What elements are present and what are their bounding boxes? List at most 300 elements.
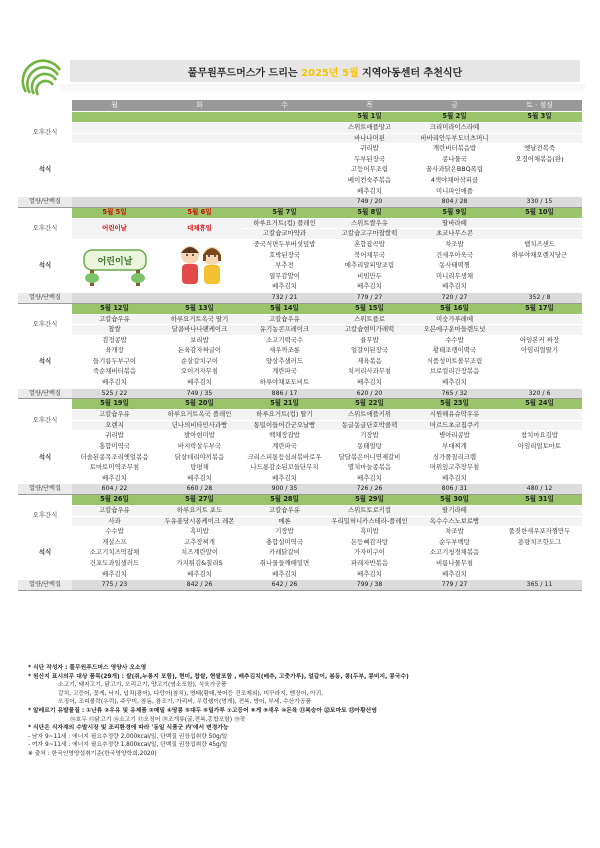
col-sat: 토 · 점심: [497, 100, 582, 112]
date-tue: [157, 112, 242, 123]
energy-tue: 842 / 26: [157, 580, 242, 591]
meal-item: 제육볶음: [327, 356, 412, 367]
meal-label: 석식: [18, 335, 72, 388]
meal-item: 홍합미역국: [72, 442, 157, 453]
energy-mon: 775 / 23: [72, 580, 157, 591]
meal-item: 돈육감자짜글이: [157, 346, 242, 357]
page-title: 풀무원푸드머스가 드리는 2025년 5월 지역아동센터 추천식단: [187, 68, 463, 79]
meal-item: 두부된장국: [327, 154, 412, 165]
energy-wed: 900 / 35: [242, 484, 327, 495]
meal-item: [72, 144, 157, 155]
energy-row: [18, 484, 582, 495]
snack-item: 오렌지: [72, 420, 157, 431]
snack-item: 하루요거트옥국 딸기: [157, 314, 242, 325]
meal-row: [18, 452, 582, 463]
meal-item: [497, 282, 582, 293]
meal-item: 머위잎고추장무침: [412, 463, 497, 474]
energy-sat: 320 / 6: [497, 388, 582, 399]
snack-item: 고칼슘우유: [72, 314, 157, 325]
snack-item: [497, 314, 582, 325]
snack-label: 오후간식: [18, 123, 72, 144]
meal-item: [497, 271, 582, 282]
energy-fri: 720 / 27: [412, 292, 497, 303]
meal-item: 순두부백탕: [412, 537, 497, 548]
meal-item: 더솔된콩목조리옛얼볶음: [72, 452, 157, 463]
meal-row: [18, 356, 582, 367]
date-fri: 5월 2일: [412, 112, 497, 123]
snack-item: [497, 506, 582, 517]
meal-item: 동태얼탕: [327, 442, 412, 453]
meal-item: 건새우아욱국: [412, 250, 497, 261]
holiday-mon: 어린이날: [72, 218, 157, 239]
notes: [28, 664, 588, 759]
snack-item: 하루요거트옥국 플레인: [157, 410, 242, 421]
meal-row: [18, 346, 582, 357]
snack-item: 딸기라떼: [412, 506, 497, 517]
meal-item: 가자미구이: [327, 548, 412, 559]
meal-item: 바지락살두부국: [157, 442, 242, 453]
meal-item: [497, 356, 582, 367]
date-wed: [242, 112, 327, 123]
meal-item: 수수밥: [412, 335, 497, 346]
snack-row: [18, 506, 582, 517]
meal-item: 배추김치: [242, 569, 327, 580]
meal-item: 하루야채포도비트: [242, 378, 327, 389]
meal-item: 계란파국: [242, 442, 327, 453]
energy-fri: 765 / 32: [412, 388, 497, 399]
energy-thu: 779 / 27: [327, 292, 412, 303]
meal-item: 하루야채오렌지당근: [497, 250, 582, 261]
meal-item: 배추김치: [327, 186, 412, 197]
meal-item: 기장밥: [242, 527, 327, 538]
snack-item: 딸바라떼: [412, 218, 497, 229]
meal-item: 배추김치: [412, 378, 497, 389]
meal-item: 취나물들깨떼밀면: [242, 558, 327, 569]
meal-item: 미니파인애플: [412, 186, 497, 197]
snack-item: [497, 325, 582, 336]
meal-item: 고등어무조림: [327, 165, 412, 176]
meal-item: [242, 144, 327, 155]
meal-item: [242, 154, 327, 165]
meal-row: [18, 144, 582, 155]
date-sat: 5월 10일: [497, 207, 582, 218]
date-fri: 5월 16일: [412, 303, 497, 314]
meal-item: 오이겨자무침: [157, 367, 242, 378]
meal-item: 열무감말이: [242, 271, 327, 282]
date-tue: 5월 20일: [157, 399, 242, 410]
snack-label: 오후간식: [18, 218, 72, 239]
meal-item: 육개장: [72, 346, 157, 357]
note-line: ※ 출처 : 한국인영양섭취기준(한국영양학회,2020): [28, 750, 157, 757]
meal-item: 북어채무국: [327, 250, 412, 261]
meal-item: 배추김치: [412, 282, 497, 293]
energy-label: 열량/단백질: [18, 484, 72, 495]
energy-sat: 365 / 11: [497, 580, 582, 591]
energy-label: 열량/단백질: [18, 292, 72, 303]
snack-item: [242, 123, 327, 134]
energy-tue: [157, 197, 242, 208]
snack-item: 바바리안두부도너츠머니: [412, 133, 497, 144]
meal-item: 배추김치: [157, 569, 242, 580]
snack-item: 하루요거트(컵) 플레인: [242, 218, 327, 229]
meal-item: 중국식면두부버섯덮밥: [242, 239, 327, 250]
snack-label: 오후간식: [18, 314, 72, 335]
meal-item: 멸치마늘종볶음: [327, 463, 412, 474]
snack-item: 동글동글단호박쿨팩: [327, 420, 412, 431]
date-wed: 5월 7일: [242, 207, 327, 218]
meal-item: 배추김치: [412, 473, 497, 484]
meal-item: 4색야채아삭피클: [412, 175, 497, 186]
snack-row: [18, 410, 582, 421]
meal-item: 치커리사과무침: [327, 367, 412, 378]
meal-item: 미니리무생채: [412, 271, 497, 282]
meal-item: [497, 165, 582, 176]
energy-thu: 749 / 20: [327, 197, 412, 208]
snack-item: [157, 133, 242, 144]
meal-item: 콩나물국: [412, 154, 497, 165]
meal-row: [18, 431, 582, 442]
col-tue: 화: [157, 100, 242, 112]
meal-row: [18, 335, 582, 346]
note-line: ⑭호두 ⑮닭고기 ⑯소고기 ⑰오징어 ⑱조개류(굴,전복,홍합포함) ⑲잣: [70, 716, 246, 723]
meal-item: 배추김치: [327, 282, 412, 293]
date-tue: 5월 27일: [157, 495, 242, 506]
snack-item: [497, 516, 582, 527]
meal-item: 검정콩밥: [72, 335, 157, 346]
snack-item: 스위트애플망고: [327, 123, 412, 134]
snack-item: 크리미라이스라떼: [412, 123, 497, 134]
snack-item: 달콤바나나팬케이크: [157, 325, 242, 336]
meal-item: [497, 452, 582, 463]
meal-item: 흑미밥: [157, 527, 242, 538]
snack-item: [497, 229, 582, 240]
meal-item: [242, 186, 327, 197]
meal-item: [242, 175, 327, 186]
energy-wed: 732 / 21: [242, 292, 327, 303]
meal-item: 배추김치: [72, 473, 157, 484]
date-row: [18, 207, 582, 218]
snack-item: 스위트플로: [327, 314, 412, 325]
energy-row: [18, 580, 582, 591]
meal-item: 차조밥: [412, 527, 497, 538]
meal-item: 보리밥: [157, 335, 242, 346]
meal-row: [18, 175, 582, 186]
meal-item: 소고기치즈먹잡채: [72, 548, 157, 559]
meal-item: 차조밥: [412, 239, 497, 250]
meal-item: 새우까조롱: [242, 346, 327, 357]
svg-text:어린이날: 어린이날: [97, 256, 132, 267]
meal-item: 용량치즈핫도그: [497, 537, 582, 548]
date-thu: 5월 8일: [327, 207, 412, 218]
snack-item: 머르드초코칩쿠키: [412, 420, 497, 431]
snack-item: 통밀이들어간군오날빵: [242, 420, 327, 431]
meal-item: 배추김치: [157, 378, 242, 389]
meal-item: 얼갈이된장국: [327, 346, 412, 357]
meal-row: [18, 378, 582, 389]
meal-item: 고추장찌개: [157, 537, 242, 548]
meal-row: [18, 367, 582, 378]
snack-item: [497, 410, 582, 421]
meal-item: 순살갈치구이: [157, 356, 242, 367]
meal-item: 배추김치: [242, 282, 327, 293]
date-row: [18, 399, 582, 410]
date-fri: 5월 9일: [412, 207, 497, 218]
meal-item: 혼합잡곡밥: [327, 239, 412, 250]
snack-item: 스위트토로키컬: [327, 506, 412, 517]
meal-item: 들기름두부구이: [72, 356, 157, 367]
energy-sat: 352 / 8: [497, 292, 582, 303]
snack-item: 찹쌀: [72, 325, 157, 336]
meal-item: 양상추샐러드: [242, 356, 327, 367]
meal-item: 아임본커 짜장: [497, 335, 582, 346]
energy-label: 열량/단백질: [18, 388, 72, 399]
note-line: * 식단은 식자재의 수발시장 및 조리환경에 따라 '동일 식품군 内'에서 변경가능: [28, 725, 229, 732]
meal-row: [18, 239, 582, 250]
meal-item: 베이컨숙주볶음: [327, 175, 412, 186]
meal-row: [18, 537, 582, 548]
snack-item: 하루요거트 포도: [157, 506, 242, 517]
snack-item: 초코나무스콘: [412, 229, 497, 240]
note-line: - 여자 9~11세 : 에너지 필요추정량 1,800kcal/일, 단백질 권장섭취량 45g/일: [28, 742, 228, 749]
meal-item: [72, 175, 157, 186]
energy-fri: 779 / 27: [412, 580, 497, 591]
meal-row: [18, 442, 582, 453]
meal-label: 석식: [18, 144, 72, 197]
snack-label: 오후간식: [18, 410, 72, 431]
title-month: 2025년 5월: [301, 68, 359, 79]
meal-item: 크리스피통등심쇠볶바로우: [242, 452, 327, 463]
date-fri: 5월 30일: [412, 495, 497, 506]
meal-item: 닭살데리야끼볶음: [157, 452, 242, 463]
date-thu: 5월 22일: [327, 399, 412, 410]
meal-item: [157, 175, 242, 186]
energy-wed: 886 / 17: [242, 388, 327, 399]
energy-label: 열량/단백질: [18, 197, 72, 208]
snack-row: [18, 123, 582, 134]
meal-item: [157, 165, 242, 176]
date-mon: 5월 26일: [72, 495, 157, 506]
energy-mon: 525 / 22: [72, 388, 157, 399]
date-sat: 5월 3일: [497, 112, 582, 123]
holiday-tue: 대체휴일: [157, 218, 242, 239]
meal-row: [18, 165, 582, 176]
note-line: 소고기, 돼지고기, 닭고기, 오리고기, 양고기(염소포함), 식육가공품: [58, 682, 227, 689]
snack-item: 년나의비타민사과빵: [157, 420, 242, 431]
meal-item: 메추리알피망조림: [327, 261, 412, 272]
meal-item: [157, 144, 242, 155]
meal-item: 싱가폴칠리크랩: [412, 452, 497, 463]
meal-item: 귀리밥: [72, 431, 157, 442]
date-sat: 5월 17일: [497, 303, 582, 314]
date-wed: 5월 21일: [242, 399, 327, 410]
date-wed: 5월 28일: [242, 495, 327, 506]
meal-row: [18, 463, 582, 474]
meal-item: 율무밥: [327, 335, 412, 346]
snack-item: 바나나머핀: [327, 133, 412, 144]
snack-item: [72, 123, 157, 134]
snack-item: 고칼슘우유: [72, 506, 157, 517]
energy-row: [18, 197, 582, 208]
date-mon: 5월 12일: [72, 303, 157, 314]
snack-item: 고칼슘고구마찹쌀떡: [327, 229, 412, 240]
meal-item: [497, 463, 582, 474]
date-row: [18, 303, 582, 314]
meal-item: 비름나물무침: [412, 558, 497, 569]
energy-sat: 330 / 15: [497, 197, 582, 208]
meal-item: [497, 378, 582, 389]
meal-item: 병아리콩밥: [412, 431, 497, 442]
snack-item: 우리밀허니카스테라-플레인: [327, 516, 412, 527]
snack-row: [18, 516, 582, 527]
snack-item: 사과: [72, 516, 157, 527]
meal-item: 충합설미역국: [242, 537, 327, 548]
date-mon: 5월 5일: [72, 207, 157, 218]
date-sat: 5월 31일: [497, 495, 582, 506]
snack-item: 고칼슘우유: [242, 506, 327, 517]
date-mon: 5월 19일: [72, 399, 157, 410]
energy-tue: [157, 292, 242, 303]
date-thu: 5월 1일: [327, 112, 412, 123]
energy-mon: 604 / 22: [72, 484, 157, 495]
date-sat: 5월 24일: [497, 399, 582, 410]
meal-item: 배추김치: [327, 378, 412, 389]
energy-fri: 806 / 31: [412, 484, 497, 495]
col-thu: 목: [327, 100, 412, 112]
meal-item: 수수밥: [72, 527, 157, 538]
meal-item: 배추김치: [327, 473, 412, 484]
meal-item: 발아현미밥: [157, 431, 242, 442]
col-fri: 금: [412, 100, 497, 112]
meal-row: [18, 154, 582, 165]
date-wed: 5월 14일: [242, 303, 327, 314]
meal-item: 호박된장국: [242, 250, 327, 261]
meal-item: 계란파국: [242, 367, 327, 378]
meal-item: 배추김치: [412, 569, 497, 580]
meal-item: 기장밥: [327, 431, 412, 442]
meal-item: [497, 175, 582, 186]
meal-item: 비빔만두: [327, 271, 412, 282]
snack-item: 하루요거트(컵) 딸기: [242, 410, 327, 421]
note-line: * 식단 작성자 : 풀무원푸드머스 영양사 오소영: [28, 665, 147, 671]
date-thu: 5월 15일: [327, 303, 412, 314]
snack-item: [157, 123, 242, 134]
meal-item: 배추김치: [72, 569, 157, 580]
meal-item: 브로컬리간장볶음: [412, 367, 497, 378]
meal-item: 탕평채: [157, 463, 242, 474]
snack-item: 스위트애플키위: [327, 410, 412, 421]
meal-item: 옛날전복죽: [497, 144, 582, 155]
energy-wed: 642 / 26: [242, 580, 327, 591]
snack-item: 오븐에구운마들렌도넛: [412, 325, 497, 336]
snack-row: [18, 218, 582, 229]
meal-item: [497, 548, 582, 559]
meal-row: [18, 569, 582, 580]
energy-thu: 799 / 38: [327, 580, 412, 591]
meal-item: 나드룡감소된꼬들단무지: [242, 463, 327, 474]
col-mon: 월: [72, 100, 157, 112]
meal-item: 파래자반볶음: [327, 558, 412, 569]
note-line: * 알레르기 유발물질 : ①난류 ②우유 및 유제품 ③메밀 ④땅콩 ⑤대두 ⑥밀가루 ⑦고등어 ⑧게 ⑨새우 ⑩돈육 ⑪복숭아 ⑫토마토 ⑬아황산염: [28, 707, 377, 714]
snack-item: [497, 218, 582, 229]
meal-item: [497, 186, 582, 197]
energy-wed: [242, 197, 327, 208]
meal-item: 흑미밥: [327, 527, 412, 538]
energy-sat: 480 / 12: [497, 484, 582, 495]
meal-item: [72, 186, 157, 197]
meal-item: 동사태떡찜: [412, 261, 497, 272]
meal-item: 오징어채볶음(완): [497, 154, 582, 165]
energy-label: 열량/단백질: [18, 580, 72, 591]
snack-item: 유기농콘프레이크: [242, 325, 327, 336]
snack-item: [497, 133, 582, 144]
snack-item: [497, 123, 582, 134]
note-line: 오징어, 조피볼락(우럭), 주꾸미, 참돔, 참조기, 가리비, 우렁쉥이(멍게), 전복, 방어, 부세, 수산가공품: [58, 699, 312, 706]
meal-item: 백채장잡밥: [242, 431, 327, 442]
note-line: 갈치, 고등어, 꽃게, 낙지, 넙치(광어), 다랑어(참치), 명태(황태,북어등 건조제외), 미꾸라지, 뱀장어, 아귀,: [58, 690, 324, 697]
snack-row: [18, 420, 582, 431]
meal-item: 달달볶은어니연제갈비: [327, 452, 412, 463]
meal-row: [18, 186, 582, 197]
energy-tue: 749 / 35: [157, 388, 242, 399]
snack-item: [242, 133, 327, 144]
snack-item: 고칼슘우유: [242, 314, 327, 325]
energy-thu: 726 / 26: [327, 484, 412, 495]
meal-item: 부대찌개: [412, 442, 497, 453]
note-line: - 남자 9~11세 : 에너지 필요추정량 2,000kcal/일, 단백질 권장섭취량 50g/일: [28, 733, 228, 740]
energy-thu: 620 / 20: [327, 388, 412, 399]
snack-item: 옥수수스노보로빵: [412, 516, 497, 527]
snack-row: [18, 133, 582, 144]
meal-item: 소고기떡국수: [242, 335, 327, 346]
meal-item: 가지튀김&칠리S: [157, 558, 242, 569]
energy-row: [18, 388, 582, 399]
energy-tue: 660 / 28: [157, 484, 242, 495]
date-thu: 5월 29일: [327, 495, 412, 506]
meal-item: 참치마요김밥: [497, 431, 582, 442]
meal-item: 돈등뼈감자탕: [327, 537, 412, 548]
meal-item: 귀리밥: [327, 144, 412, 155]
meal-item: 토마토미역조무침: [72, 463, 157, 474]
energy-row: [18, 292, 582, 303]
meal-item: 식품성미트볼무조림: [412, 356, 497, 367]
meal-item: 계란버터볶음밥: [412, 144, 497, 155]
meal-item: 햄치즈샌드: [497, 239, 582, 250]
snack-item: 고칼슘코마약과: [242, 229, 327, 240]
meal-row: [18, 473, 582, 484]
snack-item: 고칼슘현미가래떡: [327, 325, 412, 336]
date-row: [18, 112, 582, 123]
note-line: * 원산지 표시의무 대상 품목(29개) : 쌀(쥐,누룽지 포함), 현미, 찹쌀, 현쌀포함 , 배추김치(배추, 고춧가루), 얼갈이, 봄동, 콩(두부, 콩비지, 콩국수): [28, 673, 409, 680]
meal-row: [18, 558, 582, 569]
snack-row: [18, 325, 582, 336]
snack-row: [18, 314, 582, 325]
energy-mon: [72, 197, 157, 208]
meal-item: 부추전: [242, 261, 327, 272]
meal-item: [157, 186, 242, 197]
date-row: [18, 495, 582, 506]
meal-item: [157, 154, 242, 165]
meal-label: 석식: [18, 527, 72, 580]
children-illustration: [157, 239, 242, 292]
meal-item: [72, 165, 157, 176]
snack-item: 스위트쌀우유: [327, 218, 412, 229]
snack-item: [497, 420, 582, 431]
meal-item: [242, 165, 327, 176]
date-mon: [72, 112, 157, 123]
meal-item: [497, 261, 582, 272]
snack-item: 미숫가루레떼: [412, 314, 497, 325]
snack-item: 시원해유슈딱우유: [412, 410, 497, 421]
